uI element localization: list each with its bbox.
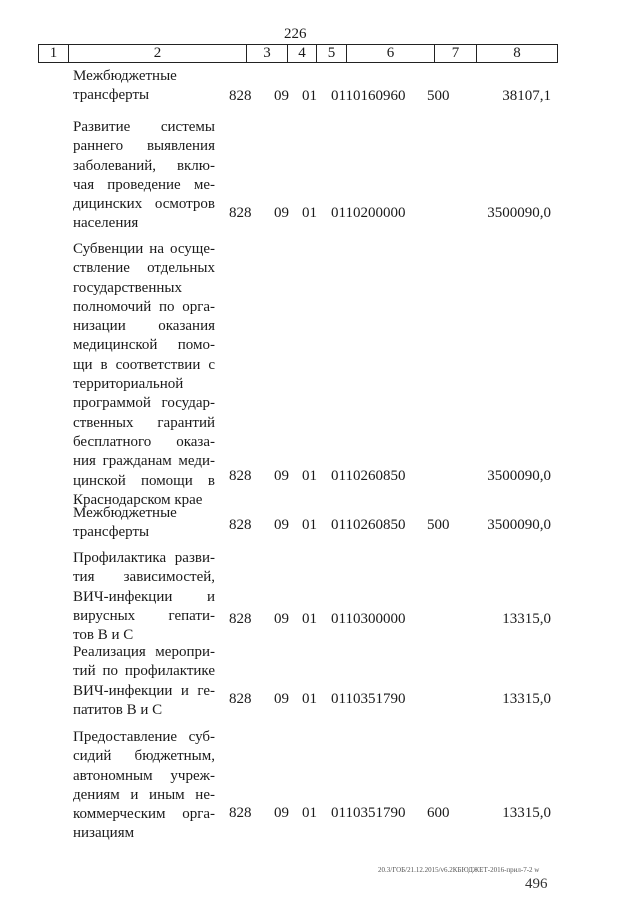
row-name-line: низации оказания: [73, 318, 215, 335]
cell-target: 0110160960: [331, 88, 406, 104]
cell-target: 0110260850: [331, 468, 406, 484]
table-row: [0, 504, 640, 544]
column-header-1: 1: [39, 45, 69, 62]
column-header-5: 5: [317, 45, 347, 62]
row-name: [73, 118, 215, 234]
cell-amount: 3500090,0: [487, 517, 551, 533]
row-name-line: Развитие системы: [73, 119, 215, 135]
cell-section: 09: [274, 468, 289, 484]
column-header-3: 3: [247, 45, 288, 62]
row-name-line: населения: [73, 215, 139, 232]
row-name-line: чая проведение ме-: [73, 176, 215, 193]
column-header-8: 8: [513, 45, 521, 61]
cell-type: 600: [427, 805, 450, 821]
row-name-line: Субвенции на осуще-: [73, 241, 215, 257]
cell-target: 0110260850: [331, 517, 406, 533]
column-header-6: 6: [347, 45, 435, 62]
cell-admin: 828: [229, 88, 252, 104]
column-header-2: 2: [69, 45, 247, 62]
row-name: [73, 549, 215, 645]
cell-admin: 828: [229, 468, 252, 484]
cell-section: 09: [274, 205, 289, 221]
row-name-line: щи в соответствии с: [73, 356, 215, 373]
row-name-line: трансферты: [73, 87, 150, 104]
row-name-line: автономным учреж-: [73, 767, 215, 784]
cell-target: 0110351790: [331, 691, 406, 707]
cell-amount: 3500090,0: [487, 468, 551, 484]
cell-admin: 828: [229, 611, 252, 627]
row-name: [73, 643, 215, 720]
row-name-line: вирусных гепати-: [73, 607, 215, 624]
page-number: 226: [284, 26, 307, 42]
row-name-line: территориальной: [73, 376, 184, 393]
row-name-line: сидий бюджетным,: [73, 748, 215, 765]
row-name-line: государственных: [73, 279, 182, 296]
table-row: [0, 118, 640, 238]
row-name-line: Профилактика разви-: [73, 550, 215, 566]
cell-target: 0110200000: [331, 205, 406, 221]
table-row: [0, 643, 640, 723]
row-name-line: тов В и С: [73, 627, 134, 644]
document-code: 20.3/ГОБ/21.12.2015/v6.2КБЮДЖЕТ-2016-прил-7-2 w: [378, 866, 540, 874]
cell-subsection: 01: [302, 611, 317, 627]
row-name-line: коммерческим орга-: [73, 806, 215, 823]
cell-admin: 828: [229, 805, 252, 821]
row-name-line: цинской помощи в: [73, 472, 215, 489]
cell-admin: 828: [229, 691, 252, 707]
row-name-line: ственных гарантий: [73, 414, 215, 431]
cell-section: 09: [274, 691, 289, 707]
table-row: [0, 549, 640, 649]
row-name-line: низациям: [73, 825, 135, 842]
column-header-4: 4: [288, 45, 317, 62]
row-name-line: ВИЧ-инфекции и ге-: [73, 682, 215, 699]
cell-admin: 828: [229, 205, 252, 221]
cell-subsection: 01: [302, 517, 317, 533]
row-name: [73, 504, 215, 543]
cell-amount: 3500090,0: [487, 205, 551, 221]
row-name-line: медицинской помо-: [73, 337, 215, 354]
cell-section: 09: [274, 517, 289, 533]
row-name: [73, 67, 215, 106]
cell-subsection: 01: [302, 805, 317, 821]
row-name-line: раннего выявления: [73, 138, 215, 155]
cell-amount: 13315,0: [502, 691, 551, 707]
row-name-line: программой государ-: [73, 395, 215, 412]
table-row: [0, 728, 640, 848]
row-name-line: Реализация меропри-: [73, 644, 215, 660]
row-name: [73, 728, 215, 844]
row-name-line: ствление отдельных: [73, 260, 215, 277]
cell-subsection: 01: [302, 88, 317, 104]
cell-target: 0110300000: [331, 611, 406, 627]
row-name-line: дицинских осмотров: [73, 196, 215, 213]
column-header-7: 7: [435, 45, 477, 62]
row-name-line: Краснодарском крае: [73, 491, 203, 508]
footer-page-number: 496: [525, 876, 548, 892]
row-name-line: бесплатного оказа-: [73, 433, 215, 450]
row-name-line: Межбюджетные: [73, 68, 177, 84]
table-row: [0, 240, 640, 515]
row-name-line: ния гражданам меди-: [73, 453, 215, 470]
row-name-line: дениям и иным не-: [73, 786, 215, 803]
cell-section: 09: [274, 805, 289, 821]
row-name-line: заболеваний, вклю-: [73, 157, 215, 174]
row-name-line: патитов В и С: [73, 701, 163, 718]
cell-subsection: 01: [302, 468, 317, 484]
cell-section: 09: [274, 88, 289, 104]
cell-type: 500: [427, 517, 450, 533]
cell-section: 09: [274, 611, 289, 627]
cell-target: 0110351790: [331, 805, 406, 821]
cell-amount: 13315,0: [502, 611, 551, 627]
table-row: [0, 67, 640, 107]
cell-type: 500: [427, 88, 450, 104]
row-name-line: тий по профилактике: [73, 663, 215, 680]
cell-subsection: 01: [302, 205, 317, 221]
row-name-line: полномочий по орга-: [73, 298, 215, 315]
row-name: [73, 240, 215, 510]
row-name-line: тия зависимостей,: [73, 569, 215, 586]
cell-amount: 13315,0: [502, 805, 551, 821]
cell-admin: 828: [229, 517, 252, 533]
row-name-line: ВИЧ-инфекции и: [73, 588, 215, 605]
row-name-line: Межбюджетные: [73, 505, 177, 521]
cell-subsection: 01: [302, 691, 317, 707]
cell-amount: 38107,1: [502, 88, 551, 104]
row-name-line: трансферты: [73, 524, 150, 541]
row-name-line: Предоставление суб-: [73, 729, 215, 745]
column-header-row: [38, 44, 558, 63]
